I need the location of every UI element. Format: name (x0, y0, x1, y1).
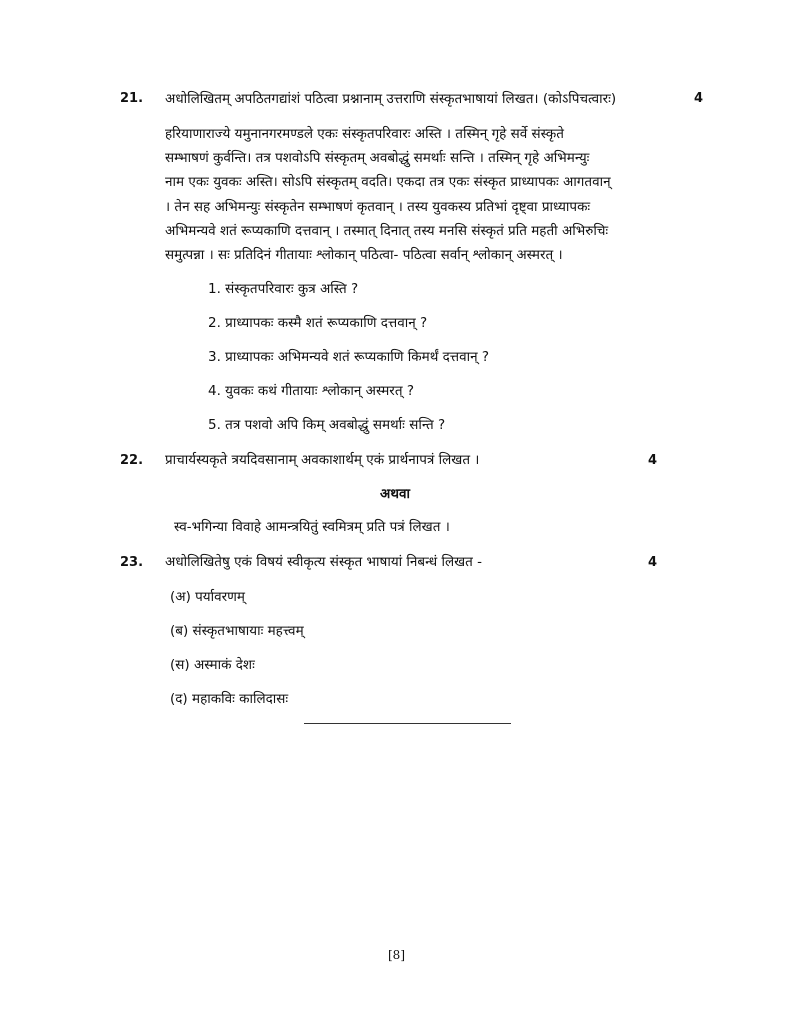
question-number-22: 22. (120, 453, 144, 468)
question-22-alternative: स्व-भगिन्या विवाहे आमन्त्रयितुं स्वमित्रम् प्रति पत्रं लिखत । (174, 519, 450, 535)
passage-line: अभिमन्यवे शतं रूप्यकाणि दत्तवान् । तस्मात् दिनात् तस्य मनसि संस्कृतं प्रति महती अभिरुचिः (165, 222, 609, 239)
question-number-23: 23. (120, 555, 144, 570)
question-21-sub-3: 3. प्राध्यापकः अभिमन्यवे शतं रूप्यकाणि किमर्थं दत्तवान् ? (208, 349, 490, 365)
question-21-sub-1: 1. संस्कृतपरिवारः कुत्र अस्ति ? (208, 281, 359, 297)
question-22-prompt: प्राचार्यस्यकृते त्रयदिवसानाम् अवकाशार्थम् एकं प्रार्थनापत्रं लिखत । (165, 452, 480, 468)
essay-option-c: (स) अस्माकं देशः (170, 657, 255, 673)
passage-line: सम्भाषणं कुर्वन्ति। तत्र पशवोऽपि संस्कृतम् अवबोद्धुं समर्थाः सन्ति । तस्मिन् गृहे अभिमन्युः (165, 150, 590, 167)
question-21-prompt: अधोलिखितम् अपठितगद्यांशं पठित्वा प्रश्नानाम् उत्तराणि संस्कृतभाषायां लिखत। (कोऽपिचत्वारः) (165, 91, 617, 107)
passage-line: नाम एकः युवकः अस्ति। सोऽपि संस्कृतम् वदति। एकदा तत्र एकः संस्कृत प्राध्यापकः आगतवान् (165, 174, 611, 191)
question-23-prompt: अधोलिखितेषु एकं विषयं स्वीकृत्य संस्कृत भाषायां निबन्धं लिखत - (165, 554, 483, 570)
essay-option-d: (द) महाकविः कालिदासः (170, 691, 289, 707)
question-21-sub-2: 2. प्राध्यापकः कस्मै शतं रूप्यकाणि दत्तवान् ? (208, 315, 428, 331)
passage-line: समुत्पन्ना । सः प्रतिदिनं गीतायाः श्लोकान् पठित्वा- पठित्वा सर्वान् श्लोकान् अस्मरत् । (165, 246, 563, 263)
essay-option-a: (अ) पर्यावरणम् (170, 589, 245, 605)
passage-line: हरियाणाराज्ये यमुनानगरमण्डले एकः संस्कृतपरिवारः अस्ति । तस्मिन् गृहे सर्वे संस्कृते (165, 126, 564, 142)
passage-line: । तेन सह अभिमन्युः संस्कृतेन सम्भाषणं कृतवान् । तस्य युवकस्य प्रतिभां दृष्ट्वा प्राध्यापकः (165, 198, 591, 215)
question-21-marks: 4 (694, 91, 704, 106)
question-22-marks: 4 (648, 453, 658, 468)
or-label: अथवा (380, 486, 410, 502)
question-21-sub-5: 5. तत्र पशवो अपि किम् अवबोद्धुं समर्थाः सन्ति ? (208, 417, 446, 433)
essay-option-b: (ब) संस्कृतभाषायाः महत्त्वम् (170, 623, 304, 639)
question-number-21: 21. (120, 91, 144, 106)
end-divider (304, 723, 511, 724)
unseen-passage (165, 122, 678, 267)
question-21-sub-4: 4. युवकः कथं गीतायाः श्लोकान् अस्मरत् ? (208, 383, 414, 399)
page-number: [8] (388, 948, 405, 962)
question-23-marks: 4 (648, 555, 658, 570)
